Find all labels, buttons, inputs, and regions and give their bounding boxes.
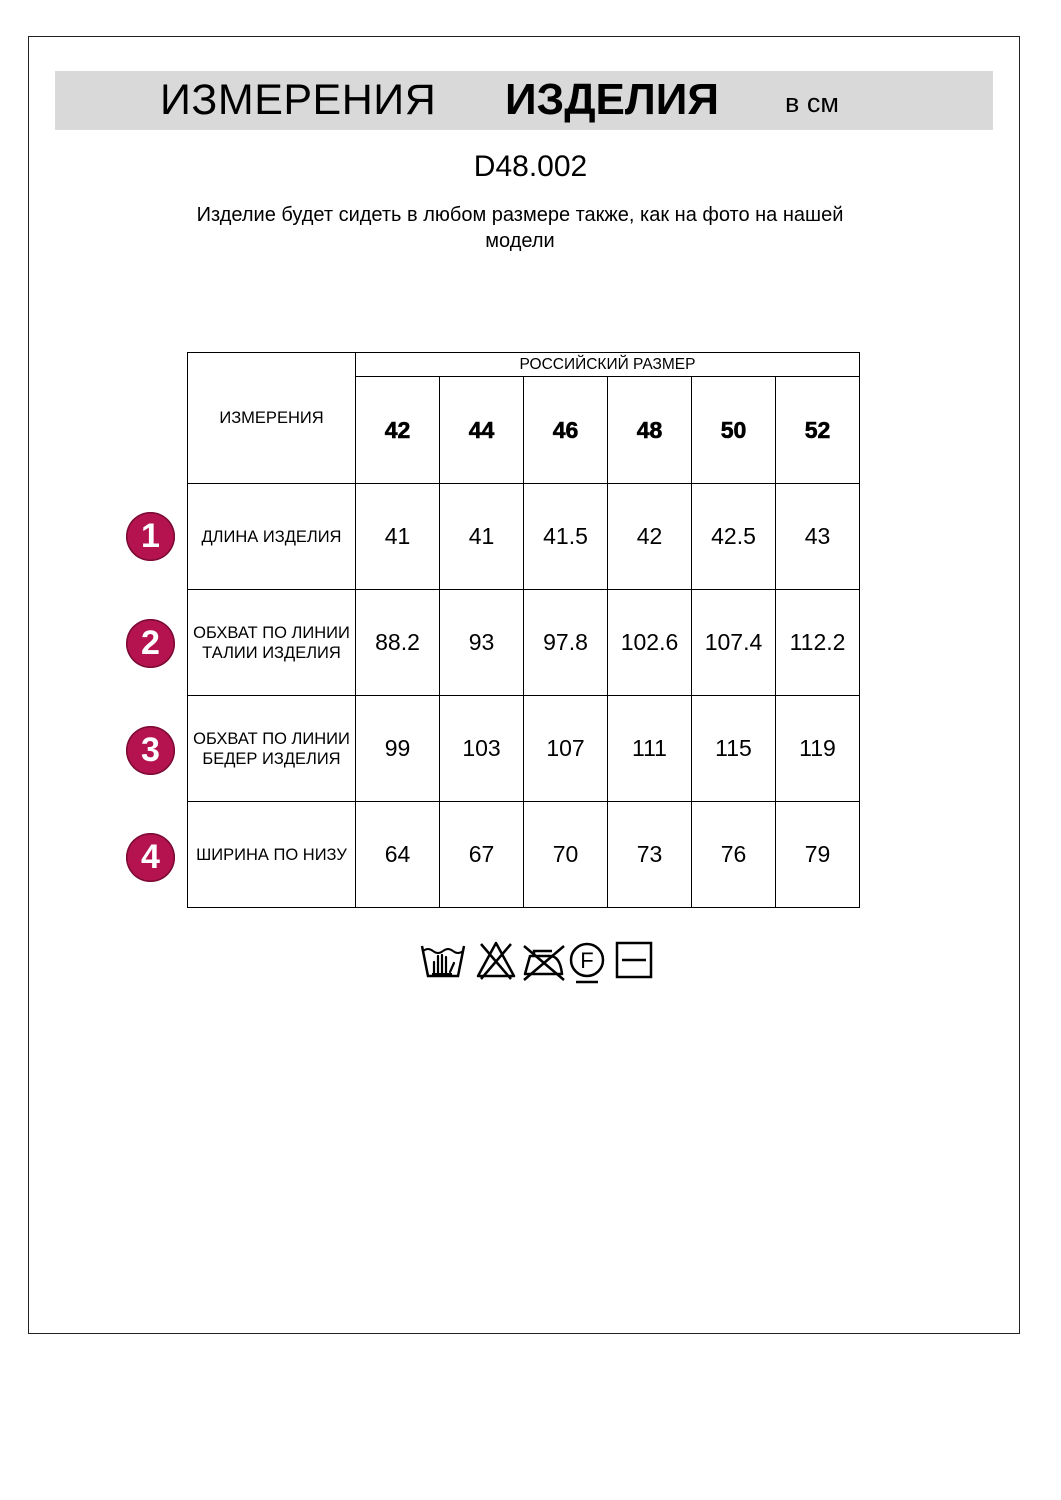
header-title-product: ИЗДЕЛИЯ bbox=[505, 75, 720, 124]
table-cell: 70 bbox=[524, 802, 608, 908]
table-corner-label: ИЗМЕРЕНИЯ bbox=[188, 353, 356, 484]
size-header: 46 bbox=[524, 377, 608, 484]
row-number-badge: 3 bbox=[126, 726, 175, 775]
table-cell: 99 bbox=[356, 696, 440, 802]
table-group-header: РОССИЙСКИЙ РАЗМЕР bbox=[356, 353, 860, 377]
table-cell: 102.6 bbox=[608, 590, 692, 696]
dry-flat-icon bbox=[614, 940, 656, 980]
table-cell: 107 bbox=[524, 696, 608, 802]
hand-wash-30-icon bbox=[420, 940, 466, 980]
row-number-badge: 2 bbox=[126, 619, 175, 668]
product-code: D48.002 bbox=[473, 150, 588, 183]
size-header: 50 bbox=[692, 377, 776, 484]
table-cell: 41 bbox=[356, 484, 440, 590]
table-cell: 112.2 bbox=[776, 590, 860, 696]
row-number-badge: 1 bbox=[126, 512, 175, 561]
table-cell: 43 bbox=[776, 484, 860, 590]
header-title-measurements: ИЗМЕРЕНИЯ bbox=[160, 76, 437, 124]
row-label: ОБХВАТ ПО ЛИНИИ БЕДЕР ИЗДЕЛИЯ bbox=[188, 696, 356, 802]
size-header: 48 bbox=[608, 377, 692, 484]
table-cell: 79 bbox=[776, 802, 860, 908]
size-table bbox=[187, 352, 860, 908]
table-header-row-group bbox=[188, 353, 860, 377]
row-label: ДЛИНА ИЗДЕЛИЯ bbox=[188, 484, 356, 590]
table-row bbox=[188, 696, 860, 802]
row-label: ОБХВАТ ПО ЛИНИИ ТАЛИИ ИЗДЕЛИЯ bbox=[188, 590, 356, 696]
row-number-badge: 4 bbox=[126, 833, 175, 882]
fit-note: Изделие будет сидеть в любом размере также, как на фото на нашей модели bbox=[196, 204, 844, 252]
table-cell: 64 bbox=[356, 802, 440, 908]
professional-dry-clean-f-icon bbox=[568, 940, 608, 986]
table-cell: 42.5 bbox=[692, 484, 776, 590]
size-header: 44 bbox=[440, 377, 524, 484]
table-cell: 111 bbox=[608, 696, 692, 802]
care-letter-f: F bbox=[580, 948, 594, 973]
table-cell: 119 bbox=[776, 696, 860, 802]
row-label: ШИРИНА ПО НИЗУ bbox=[188, 802, 356, 908]
table-row bbox=[188, 484, 860, 590]
table-cell: 88.2 bbox=[356, 590, 440, 696]
table-cell: 41 bbox=[440, 484, 524, 590]
table-row bbox=[188, 590, 860, 696]
table-cell: 107.4 bbox=[692, 590, 776, 696]
table-cell: 67 bbox=[440, 802, 524, 908]
table-cell: 73 bbox=[608, 802, 692, 908]
table-cell: 42 bbox=[608, 484, 692, 590]
table-cell: 97.8 bbox=[524, 590, 608, 696]
do-not-iron-icon bbox=[520, 940, 568, 982]
table-cell: 76 bbox=[692, 802, 776, 908]
table-cell: 115 bbox=[692, 696, 776, 802]
size-header: 42 bbox=[356, 377, 440, 484]
size-header: 52 bbox=[776, 377, 860, 484]
table-cell: 41.5 bbox=[524, 484, 608, 590]
table-cell: 103 bbox=[440, 696, 524, 802]
table-row bbox=[188, 802, 860, 908]
do-not-bleach-icon bbox=[475, 940, 517, 980]
table-cell: 93 bbox=[440, 590, 524, 696]
header-unit: в см bbox=[785, 88, 839, 118]
